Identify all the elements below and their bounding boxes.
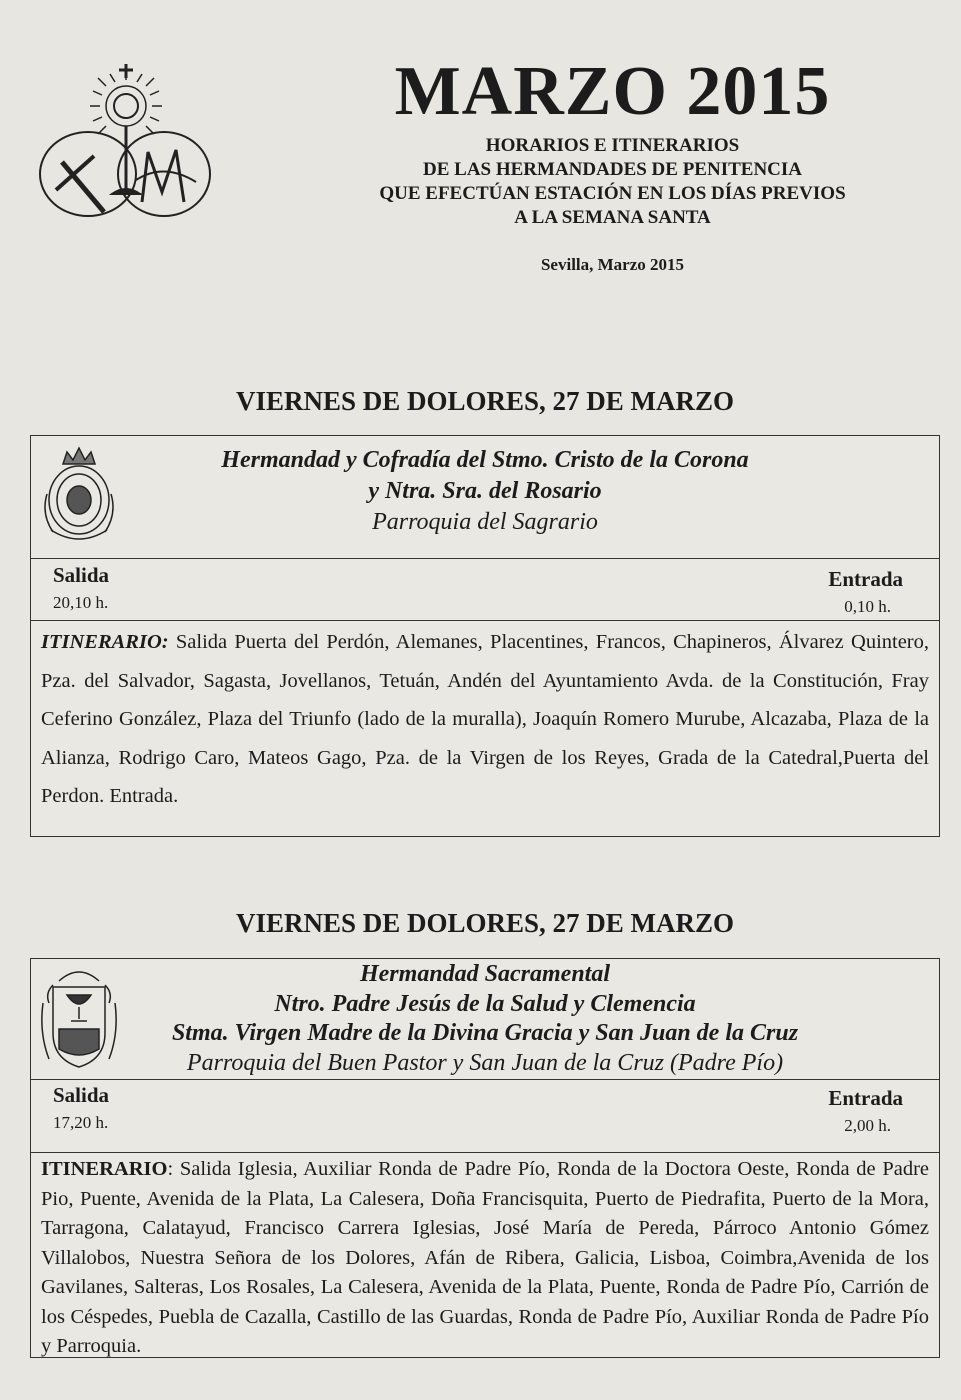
brotherhood-name-line: Stma. Virgen Madre de la Divina Gracia y San Juan de la Cruz — [171, 1020, 799, 1046]
itinerary-text: Salida Puerta del Perdón, Alemanes, Placentines, Francos, Chapineros, Álvarez Quintero, Pza. del Salvador, Sagasta, Jovellanos, Tetuán, Andén del Ayuntamiento Avda. de la Constitución, Fray Ceferino González, Plaza del Triunfo (lado de la muralla), Joaquín Romero Murube, Alcazaba, Plaza de la Alianza, Rodrigo Caro, Mateos Gago, Pza. de la Virgen de los Reyes, Grada de la Catedral,Puerta del Perdon. Entrada. — [41, 631, 930, 808]
chalice-shield-crest-icon — [39, 963, 119, 1075]
brotherhood-name-line: Ntro. Padre Jesús de la Salud y Clemencia — [274, 990, 696, 1017]
salida-time: 17,20 h. — [53, 1113, 109, 1132]
entrada-time: 2,00 h. — [844, 1116, 891, 1135]
salida-label: Salida — [53, 563, 110, 587]
page-subtitle — [340, 134, 885, 230]
brotherhood-header — [31, 436, 939, 559]
procession-box — [30, 435, 940, 837]
brotherhood-name-line: y Ntra. Sra. del Rosario — [368, 478, 602, 504]
itinerary-text: : Salida Iglesia, Auxiliar Ronda de Padre Pío, Ronda de la Doctora Oeste, Ronda de Padre Pio, Puente, Avenida de la Plata, La Calesera, Doña Francisquita, Puerto de Piedrafita, Puerto de la Mora, Tarragona, Calatayud, Francisco Carrera Iglesias, José María de Pereda, Párroco Antonio Gómez Villalobos, Nuestra Señora de los Dolores, Afán de Ribera, Galicia, Lisboa, Coimbra,Avenida de los Gavilanes, Salteras, Los Rosales, La Calesera, Avenida de la Plata, Puente, Ronda de Padre Pío, Carrión de los Céspedes, Puebla de Cazalla, Castillo de las Guardas, Ronda de Padre Pío, Auxiliar Ronda de Padre Pío y Parroquia. — [41, 1158, 929, 1357]
entrada-time: 0,10 h. — [844, 597, 891, 616]
times-row — [31, 1080, 939, 1153]
parish-name: Parroquia del Buen Pastor y San Juan de la Cruz (Padre Pío) — [186, 1049, 784, 1076]
entrada-label: Entrada — [828, 567, 903, 591]
parish-name: Parroquia del Sagrario — [372, 509, 598, 535]
salida-time: 20,10 h. — [53, 593, 109, 612]
brotherhood-header — [31, 959, 939, 1080]
salida-label: Salida — [53, 1083, 110, 1107]
brotherhood-name-line: Hermandad y Cofradía del Stmo. Cristo de la Corona — [221, 447, 749, 473]
section-heading: VIERNES DE DOLORES, 27 DE MARZO — [235, 386, 735, 416]
itinerary — [31, 621, 939, 816]
subtitle-line: DE LAS HERMANDADES DE PENITENCIA — [423, 159, 802, 180]
brotherhood-name — [31, 959, 939, 1078]
section-heading: VIERNES DE DOLORES, 27 DE MARZO — [235, 908, 735, 938]
entrada-label: Entrada — [828, 1086, 903, 1110]
page-title: MARZO 2015 — [394, 53, 831, 130]
subtitle-line: QUE EFECTÚAN ESTACIÓN EN LOS DÍAS PREVIOS — [379, 183, 846, 204]
place-date: Sevilla, Marzo 2015 — [540, 255, 685, 274]
itinerary-label: ITINERARIO: — [41, 631, 169, 653]
emblem-logo-icon — [36, 62, 216, 222]
brotherhood-name — [31, 436, 939, 538]
subtitle-line: HORARIOS E ITINERARIOS — [485, 135, 740, 156]
brotherhood-name-line: Hermandad Sacramental — [359, 961, 611, 987]
subtitle-line: A LA SEMANA SANTA — [514, 207, 711, 228]
times-row — [31, 559, 939, 621]
itinerary-label: ITINERARIO — [41, 1158, 168, 1180]
procession-box — [30, 958, 940, 1358]
itinerary — [31, 1153, 939, 1362]
crowned-oval-crest-icon — [39, 444, 119, 548]
